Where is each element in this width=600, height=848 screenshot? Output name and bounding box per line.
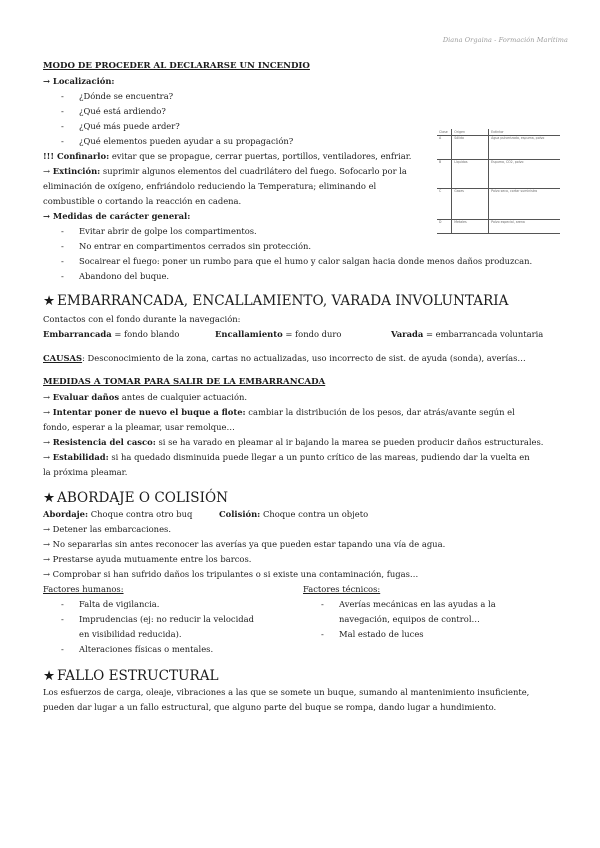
- list-item: - ¿Qué más puede arder?: [43, 119, 563, 134]
- abordaje-definitions: [43, 507, 563, 522]
- page-header-author: Diana Orgaina - Formación Marítima: [442, 36, 568, 44]
- extincion-line-3: combustible o cortando la reacción en cadena.: [43, 196, 242, 206]
- factores-humanos: [43, 582, 303, 657]
- fallo-line-2: pueden dar lugar a un fallo estructural, que alguno parte del buque se rompa, dando lugar a hundimiento.: [43, 702, 497, 712]
- abordaje-line: → Comprobar si han sufrido daños los tripulantes o si existe una contaminación, fugas…: [43, 569, 419, 579]
- localizacion-list: [43, 89, 563, 149]
- list-item: - Averías mecánicas en las ayudas a la navegación, equipos de control…: [303, 597, 503, 627]
- medidas-heading: → Medidas de carácter general:: [43, 211, 191, 221]
- medida-estabilidad-1: → Estabilidad: si ha quedado disminuida puede llegar a un punto crítico de las mareas, pudiendo dar la vuelta en: [43, 452, 530, 462]
- medida-estabilidad-2: la próxima pleamar.: [43, 467, 128, 477]
- factores-humanos-list: [43, 597, 263, 657]
- list-item: - ¿Dónde se encuentra?: [43, 89, 563, 104]
- table-cell: Polvo seco, cortar suministro: [489, 189, 560, 220]
- medidas-list: [43, 224, 563, 284]
- abordaje-line: → Prestarse ayuda mutuamente entre los barcos.: [43, 554, 252, 564]
- document-content: [43, 59, 563, 715]
- fallo-line-1: Los esfuerzos de carga, oleaje, vibraciones a las que se somete un buque, sumando al mantenimiento insuficiente,: [43, 687, 530, 697]
- abordaje-line: → No separarlas sin antes reconocer las averías ya que pueden estar tapando una vía de agua.: [43, 539, 446, 549]
- table-header-cell: Origen: [452, 129, 489, 136]
- table-cell: Polvo especial, arena: [489, 220, 560, 234]
- star-icon: ★: [43, 668, 56, 684]
- contactos-line: Contactos con el fondo durante la navegación:: [43, 314, 241, 324]
- table-cell: Gases: [452, 189, 489, 220]
- medidas-embarrancada-title: MEDIDAS A TOMAR PARA SALIR DE LA EMBARRANCADA: [43, 377, 326, 387]
- definition-encallamiento: Encallamiento = fondo duro: [215, 329, 342, 339]
- table-cell: D: [437, 220, 452, 234]
- factores-columns: [43, 582, 563, 657]
- list-item: - ¿Qué está ardiendo?: [43, 104, 563, 119]
- definition-abordaje: Abordaje: Choque contra otro buq: [43, 509, 193, 519]
- table-cell: B: [437, 160, 452, 189]
- list-item: - Evitar abrir de golpe los compartimentos.: [43, 224, 563, 239]
- medida-flote-2: fondo, esperar a la pleamar, usar remolque…: [43, 422, 235, 432]
- definition-embarrancada: Embarrancada = fondo blando: [43, 329, 180, 339]
- abordaje-line: → Detener las embarcaciones.: [43, 524, 171, 534]
- table-cell: Espuma, CO2, polvo: [489, 160, 560, 189]
- list-item: - No entrar en compartimentos cerrados sin protección.: [43, 239, 563, 254]
- list-item: - Imprudencias (ej: no reducir la velocidad en visibilidad reducida).: [43, 612, 263, 642]
- table-cell: C: [437, 189, 452, 220]
- causas-line: CAUSAS: Desconocimiento de la zona, cartas no actualizadas, uso incorrecto de sist. de ayuda (sonda), averías…: [43, 353, 526, 363]
- extincion-line-2: eliminación de oxígeno, enfriándolo reduciendo la Temperatura; eliminando el: [43, 181, 377, 191]
- confinarlo-paragraph: !!! Confinarlo: evitar que se propague, cerrar puertas, portillos, ventiladores, enfriar.: [43, 151, 412, 161]
- factores-tecnicos-title: Factores técnicos:: [303, 584, 381, 594]
- table-cell: Líquidos: [452, 160, 489, 189]
- section-title-fallo: ★ FALLO ESTRUCTURAL: [43, 668, 219, 684]
- table-header-cell: Extintor: [489, 129, 560, 136]
- medida-resistencia: → Resistencia del casco: si se ha varado en pleamar al ir bajando la marea se pueden producir daños estructurales.: [43, 437, 544, 447]
- list-item: - Socairear el fuego: poner un rumbo para que el humo y calor salgan hacia donde menos daños produzcan.: [43, 254, 563, 269]
- table-header-cell: Clase: [437, 129, 452, 136]
- section-title-embarrancada: ★ EMBARRANCADA, ENCALLAMIENTO, VARADA INVOLUNTARIA: [43, 293, 509, 309]
- table-cell: Metales: [452, 220, 489, 234]
- extincion-line-1: → Extinción: suprimir algunos elementos del cuadrilátero del fuego. Sofocarlo por la: [43, 166, 407, 176]
- factores-tecnicos: [303, 582, 563, 657]
- table-cell: Agua pulverizada, espuma, polvo: [489, 136, 560, 160]
- list-item: - Abandono del buque.: [43, 269, 563, 284]
- list-item: - Alteraciones físicas o mentales.: [43, 642, 263, 657]
- factores-tecnicos-list: [303, 597, 503, 642]
- table-cell: Sólido: [452, 136, 489, 160]
- section-title-abordaje: ★ ABORDAJE O COLISIÓN: [43, 490, 228, 506]
- list-item: - Falta de vigilancia.: [43, 597, 263, 612]
- definitions-row: [43, 327, 563, 342]
- star-icon: ★: [43, 490, 56, 506]
- definition-colision: Colisión: Choque contra un objeto: [219, 509, 369, 519]
- star-icon: ★: [43, 293, 56, 309]
- medida-evaluar: → Evaluar daños antes de cualquier actuación.: [43, 392, 248, 402]
- list-item: - ¿Qué elementos pueden ayudar a su propagación?: [43, 134, 563, 149]
- factores-humanos-title: Factores humanos:: [43, 584, 124, 594]
- medida-flote-1: → Intentar poner de nuevo el buque a flote: cambiar la distribución de los pesos, dar atrás/avante según el: [43, 407, 515, 417]
- section-title-incendio: MODO DE PROCEDER AL DECLARARSE UN INCENDIO: [43, 61, 310, 71]
- table-cell: A: [437, 136, 452, 160]
- localizacion-heading: → Localización:: [43, 76, 115, 86]
- definition-varada: Varada = embarrancada voluntaria: [391, 329, 544, 339]
- list-item: - Mal estado de luces: [303, 627, 503, 642]
